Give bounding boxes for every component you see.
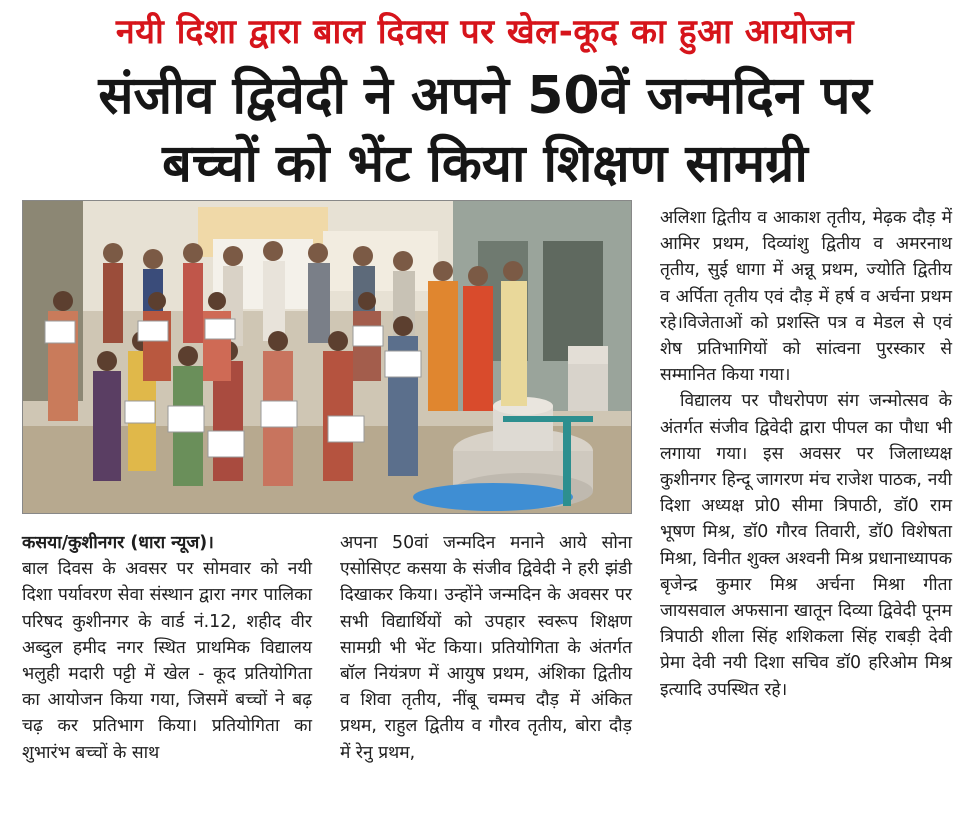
headline-line-1: संजीव द्विवेदी ने अपने 50वें जन्मदिन पर <box>98 66 872 126</box>
news-photo <box>22 200 632 514</box>
headline-line-2: बच्चों को भेंट किया शिक्षण सामग्री <box>162 134 808 194</box>
kicker-headline: नयी दिशा द्वारा बाल दिवस पर खेल-कूद का हुआ आयोजन <box>115 12 855 52</box>
dateline: कसया/कुशीनगर (धारा न्यूज)। <box>22 533 214 553</box>
article-paragraph <box>22 530 312 766</box>
article-column-left <box>22 530 312 766</box>
article-paragraph: विद्यालय पर पौधरोपण संग जन्मोत्सव के अंतर्गत संजीव द्विवेदी द्वारा पीपल का पौधा भी लगाया गया। इस अवसर पर जिलाध्यक्ष कुशीनगर हिन्दू जागरण मंच राजेश पाठक, नयी दिशा अध्यक्ष प्रो0 सीमा त्रिपाठी, डॉ0 राम भूषण मिश्र, डॉ0 गौरव तिवारी, डॉ0 विशेषता मिश्रा, विनीत शुक्ल अश्वनी मिश्र प्रधानाध्यापक बृजेन्द्र कुमार मिश्र अर्चना मिश्रा गीता जायसवाल अफसाना खातून दिव्या द्विवेदी पूनम त्रिपाठी शीला सिंह शशिकला सिंह राबड़ी देवी प्रेमा देवी नयी दिशा सचिव डॉ0 हरिओम मिश्र इत्यादि उपस्थित रहे। <box>660 391 952 700</box>
article-paragraph: अलिशा द्वितीय व आकाश तृतीय, मेढ़क दौड़ में आमिर प्रथम, दिव्यांशु द्वितीय व अमरनाथ तृतीय, सुई धागा में अन्नू प्रथम, ज्योति द्वितीय व अर्पिता तृतीय एवं दौड़ में हर्ष व अर्चना प्रथम रहे।विजेताओं को प्रशस्ति पत्र व मेडल से एवं शेष प्रतिभागियों को सांत्वना पुरस्कार से सम्मानित किया गया। <box>660 208 952 386</box>
article-column-middle <box>340 530 632 766</box>
article-paragraph: अपना 50वां जन्मदिन मनाने आये सोना एसोसिएट कसया के संजीव द्विवेदी ने हरी झंडी दिखाकर किया। उन्होंने जन्मदिन के अवसर पर सभी विद्यार्थियों को उपहार स्वरूप शिक्षण सामग्री भी भेंट किया। प्रतियोगिता के अंतर्गत बॉल नियंत्रण में आयुष प्रथम, अंशिका द्वितीय व शिवा तृतीय, नींबू चम्मच दौड़ में अंकित प्रथम, राहुल द्वितीय व गौरव तृतीय, बोरा दौड़ में रेनु प्रथम, <box>340 533 632 763</box>
article-text: बाल दिवस के अवसर पर सोमवार को नयी दिशा पर्यावरण सेवा संस्थान द्वारा नगर पालिका परिषद कुशीनगर के वार्ड नं.12, शहीद वीर अब्दुल हमीद नगर स्थित प्राथमिक विद्यालय भलुही मदारी पट्टी में खेल - कूद प्रतियोगिता का आयोजन किया गया, जिसमें बच्चों ने बढ़ चढ़ कर प्रतिभाग किया। प्रतियोगिता का शुभारंभ बच्चों के साथ <box>22 559 312 763</box>
article-column-right <box>660 205 952 703</box>
